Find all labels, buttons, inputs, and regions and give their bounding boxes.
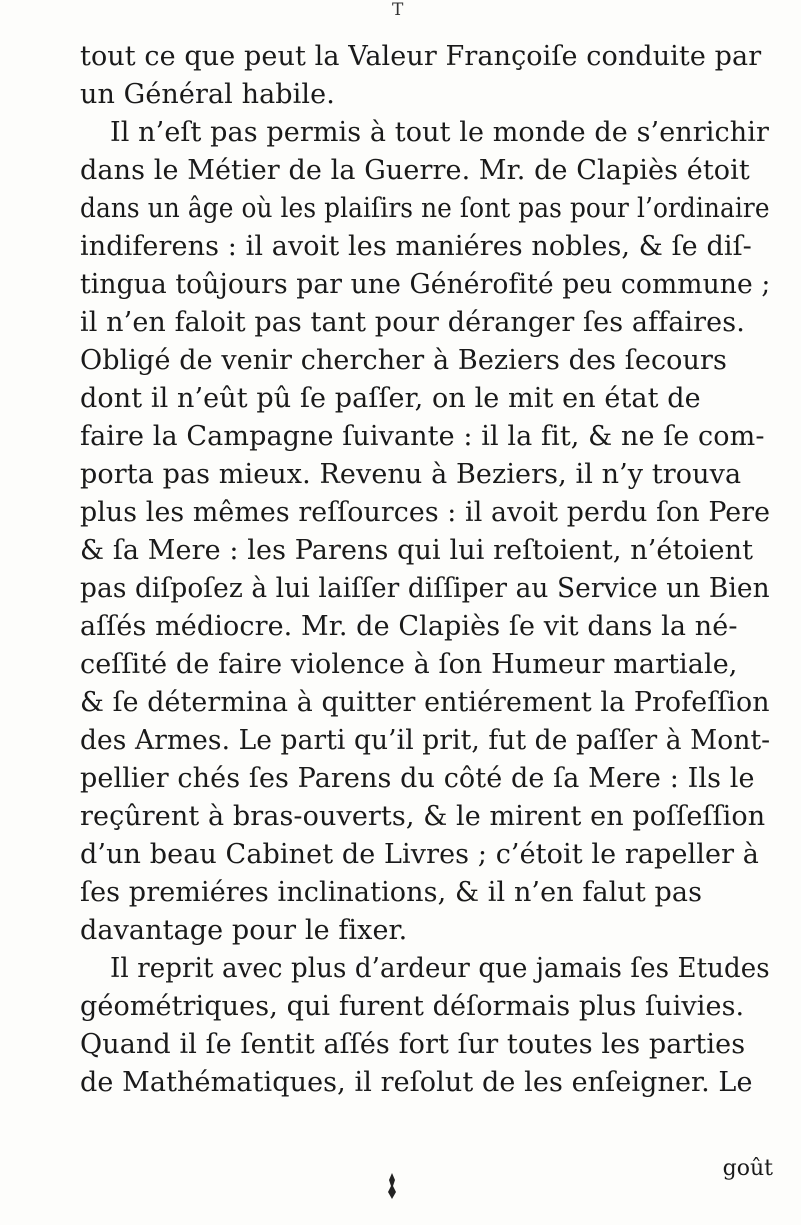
text-line: reçûrent à bras-ouverts, & le mirent en poſſeſſion bbox=[80, 801, 766, 832]
ink-ornament-icon bbox=[384, 1172, 400, 1200]
text-line: & ſa Mere : les Parens qui lui reſtoient, n’étoient bbox=[80, 535, 754, 566]
text-line: Quand il ſe ſentit aſſés fort ſur toutes les parties bbox=[80, 1029, 746, 1060]
text-line: tingua toûjours par une Générofité peu commune ; bbox=[80, 269, 771, 300]
text-line: pellier chés ſes Parens du côté de ſa Mere : Ils le bbox=[80, 763, 755, 794]
text-line: davantage pour le fixer. bbox=[80, 915, 408, 946]
text-line: il n’en faloit pas tant pour déranger ſes affaires. bbox=[80, 307, 745, 338]
text-line: aſſés médiocre. Mr. de Clapiès ſe vit dans la né- bbox=[80, 611, 738, 642]
catchword: goût bbox=[722, 1156, 773, 1181]
text-line: pas diſpoſez à lui laiſſer diſſiper au Service un Bien bbox=[80, 573, 770, 604]
text-line: porta pas mieux. Revenu à Beziers, il n’y trouva bbox=[80, 459, 742, 490]
text-line: Il n’eſt pas permis à tout le monde de s’enrichir bbox=[110, 117, 769, 148]
text-line: ſes premiéres inclinations, & il n’en falut pas bbox=[80, 877, 703, 908]
text-line: d’un beau Cabinet de Livres ; c’étoit le rapeller à bbox=[80, 839, 759, 870]
text-line: indiferens : il avoit les maniéres nobles, & ſe diſ- bbox=[80, 231, 752, 262]
signature-mark: T bbox=[392, 0, 404, 20]
text-line: dans un âge où les plaiſirs ne ſont pas pour l’ordinaire bbox=[80, 193, 770, 224]
text-line: des Armes. Le parti qu’il prit, fut de paſſer à Mont- bbox=[80, 725, 771, 756]
text-line: ceſſité de faire violence à ſon Humeur martiale, bbox=[80, 649, 738, 680]
text-line: & ſe détermina à quitter entiérement la Profeſſion bbox=[80, 687, 770, 718]
text-line: dont il n’eût pû ſe paſſer, on le mit en état de bbox=[80, 383, 701, 414]
text-line: un Général habile. bbox=[80, 79, 335, 110]
text-line: plus les mêmes reſſources : il avoit perdu ſon Pere bbox=[80, 497, 771, 528]
text-line: géométriques, qui furent déſormais plus ſuivies. bbox=[80, 991, 745, 1022]
text-line: faire la Campagne ſuivante : il la fit, & ne ſe com- bbox=[80, 421, 765, 452]
text-line: Obligé de venir chercher à Beziers des ſecours bbox=[80, 345, 727, 376]
text-line: Il reprit avec plus d’ardeur que jamais ſes Etudes bbox=[110, 953, 770, 984]
text-line: tout ce que peut la Valeur Françoiſe conduite par bbox=[80, 41, 762, 72]
text-line: de Mathématiques, il reſolut de les enſeigner. Le bbox=[80, 1067, 753, 1098]
text-line: dans le Métier de la Guerre. Mr. de Clapiès étoit bbox=[80, 155, 750, 186]
